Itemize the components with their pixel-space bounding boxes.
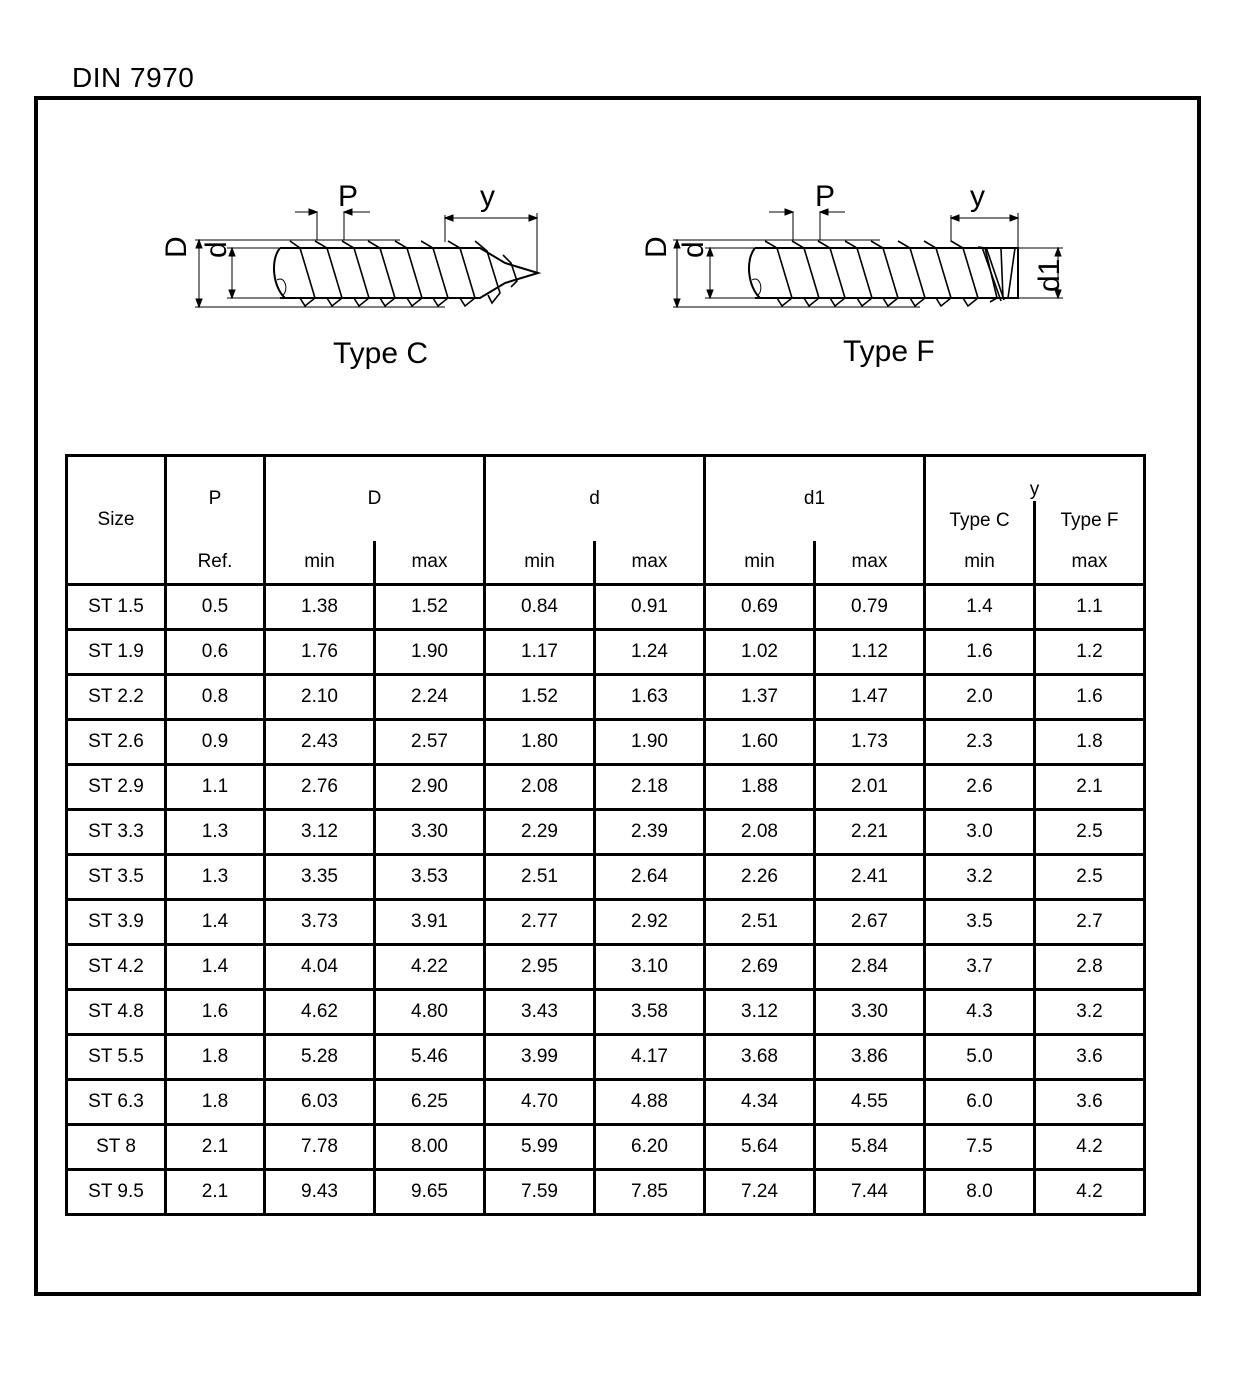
value-cell: 4.2 bbox=[1035, 1170, 1145, 1215]
header-D-max: max bbox=[375, 541, 485, 585]
header-d-min: min bbox=[485, 541, 595, 585]
value-cell: 7.44 bbox=[815, 1170, 925, 1215]
value-cell: 2.26 bbox=[705, 855, 815, 900]
value-cell: 0.9 bbox=[166, 720, 265, 765]
table-row bbox=[67, 810, 1145, 855]
value-cell: 1.47 bbox=[815, 675, 925, 720]
header-d1-min: min bbox=[705, 541, 815, 585]
table-row bbox=[67, 1035, 1145, 1080]
value-cell: 1.6 bbox=[925, 630, 1035, 675]
value-cell: 8.0 bbox=[925, 1170, 1035, 1215]
value-cell: 1.6 bbox=[166, 990, 265, 1035]
value-cell: 4.34 bbox=[705, 1080, 815, 1125]
value-cell: 4.2 bbox=[1035, 1125, 1145, 1170]
value-cell: 2.57 bbox=[375, 720, 485, 765]
value-cell: 2.7 bbox=[1035, 900, 1145, 945]
header-y-type-f: Type F bbox=[1035, 501, 1145, 541]
value-cell: 1.17 bbox=[485, 630, 595, 675]
size-cell: ST 3.5 bbox=[67, 855, 166, 900]
value-cell: 7.85 bbox=[595, 1170, 705, 1215]
value-cell: 2.08 bbox=[485, 765, 595, 810]
table-row bbox=[67, 1170, 1145, 1215]
value-cell: 2.51 bbox=[485, 855, 595, 900]
value-cell: 3.12 bbox=[265, 810, 375, 855]
value-cell: 3.73 bbox=[265, 900, 375, 945]
table-row bbox=[67, 630, 1145, 675]
value-cell: 2.95 bbox=[485, 945, 595, 990]
value-cell: 4.88 bbox=[595, 1080, 705, 1125]
value-cell: 1.3 bbox=[166, 855, 265, 900]
value-cell: 4.17 bbox=[595, 1035, 705, 1080]
value-cell: 1.4 bbox=[166, 945, 265, 990]
value-cell: 3.58 bbox=[595, 990, 705, 1035]
table-row bbox=[67, 765, 1145, 810]
value-cell: 2.10 bbox=[265, 675, 375, 720]
value-cell: 1.38 bbox=[265, 585, 375, 630]
size-cell: ST 4.8 bbox=[67, 990, 166, 1035]
value-cell: 0.6 bbox=[166, 630, 265, 675]
header-y-f-max: max bbox=[1035, 541, 1145, 585]
table-row bbox=[67, 675, 1145, 720]
document-title: DIN 7970 bbox=[72, 62, 195, 93]
value-cell: 1.52 bbox=[485, 675, 595, 720]
value-cell: 5.84 bbox=[815, 1125, 925, 1170]
dim-label-P-type-c: P bbox=[338, 180, 359, 213]
value-cell: 1.8 bbox=[1035, 720, 1145, 765]
dim-label-y-type-c: y bbox=[480, 180, 495, 213]
value-cell: 1.8 bbox=[166, 1035, 265, 1080]
size-cell: ST 4.2 bbox=[67, 945, 166, 990]
value-cell: 5.99 bbox=[485, 1125, 595, 1170]
value-cell: 3.53 bbox=[375, 855, 485, 900]
value-cell: 5.28 bbox=[265, 1035, 375, 1080]
size-cell: ST 2.2 bbox=[67, 675, 166, 720]
value-cell: 1.63 bbox=[595, 675, 705, 720]
value-cell: 2.41 bbox=[815, 855, 925, 900]
value-cell: 3.68 bbox=[705, 1035, 815, 1080]
value-cell: 2.29 bbox=[485, 810, 595, 855]
value-cell: 4.3 bbox=[925, 990, 1035, 1035]
value-cell: 0.69 bbox=[705, 585, 815, 630]
value-cell: 3.5 bbox=[925, 900, 1035, 945]
value-cell: 2.1 bbox=[166, 1125, 265, 1170]
value-cell: 2.3 bbox=[925, 720, 1035, 765]
value-cell: 2.24 bbox=[375, 675, 485, 720]
value-cell: 2.21 bbox=[815, 810, 925, 855]
table-row bbox=[67, 1080, 1145, 1125]
value-cell: 2.01 bbox=[815, 765, 925, 810]
dim-label-P-type-f: P bbox=[815, 180, 836, 213]
value-cell: 6.20 bbox=[595, 1125, 705, 1170]
dim-label-d1-type-f: d1 bbox=[1033, 258, 1066, 292]
value-cell: 2.6 bbox=[925, 765, 1035, 810]
value-cell: 8.00 bbox=[375, 1125, 485, 1170]
value-cell: 1.88 bbox=[705, 765, 815, 810]
value-cell: 2.51 bbox=[705, 900, 815, 945]
value-cell: 0.84 bbox=[485, 585, 595, 630]
value-cell: 3.30 bbox=[815, 990, 925, 1035]
value-cell: 5.0 bbox=[925, 1035, 1035, 1080]
value-cell: 6.25 bbox=[375, 1080, 485, 1125]
value-cell: 2.08 bbox=[705, 810, 815, 855]
value-cell: 3.12 bbox=[705, 990, 815, 1035]
size-cell: ST 8 bbox=[67, 1125, 166, 1170]
value-cell: 3.91 bbox=[375, 900, 485, 945]
value-cell: 3.6 bbox=[1035, 1080, 1145, 1125]
value-cell: 1.8 bbox=[166, 1080, 265, 1125]
value-cell: 3.7 bbox=[925, 945, 1035, 990]
diagram-label-type-c: Type C bbox=[333, 337, 429, 370]
size-cell: ST 1.9 bbox=[67, 630, 166, 675]
value-cell: 3.10 bbox=[595, 945, 705, 990]
header-d1-max: max bbox=[815, 541, 925, 585]
diagram-label-type-f: Type F bbox=[843, 335, 935, 368]
value-cell: 3.86 bbox=[815, 1035, 925, 1080]
value-cell: 6.03 bbox=[265, 1080, 375, 1125]
value-cell: 2.39 bbox=[595, 810, 705, 855]
value-cell: 2.92 bbox=[595, 900, 705, 945]
table-row bbox=[67, 900, 1145, 945]
value-cell: 3.30 bbox=[375, 810, 485, 855]
value-cell: 1.76 bbox=[265, 630, 375, 675]
size-cell: ST 3.9 bbox=[67, 900, 166, 945]
header-D-min: min bbox=[265, 541, 375, 585]
value-cell: 2.5 bbox=[1035, 810, 1145, 855]
value-cell: 4.70 bbox=[485, 1080, 595, 1125]
value-cell: 1.1 bbox=[1035, 585, 1145, 630]
header-y-type-c: Type C bbox=[925, 501, 1035, 541]
table-row bbox=[67, 1125, 1145, 1170]
value-cell: 2.69 bbox=[705, 945, 815, 990]
value-cell: 0.5 bbox=[166, 585, 265, 630]
value-cell: 1.73 bbox=[815, 720, 925, 765]
header-d: d bbox=[485, 456, 705, 542]
value-cell: 1.3 bbox=[166, 810, 265, 855]
value-cell: 3.2 bbox=[925, 855, 1035, 900]
header-size: Size bbox=[67, 456, 166, 585]
header-y: y bbox=[925, 456, 1145, 502]
value-cell: 1.02 bbox=[705, 630, 815, 675]
header-p: P bbox=[166, 456, 265, 542]
value-cell: 1.60 bbox=[705, 720, 815, 765]
value-cell: 1.1 bbox=[166, 765, 265, 810]
size-cell: ST 9.5 bbox=[67, 1170, 166, 1215]
value-cell: 2.77 bbox=[485, 900, 595, 945]
dim-label-y-type-f: y bbox=[970, 180, 985, 213]
value-cell: 1.37 bbox=[705, 675, 815, 720]
value-cell: 1.90 bbox=[595, 720, 705, 765]
dim-label-d-type-c: d bbox=[200, 241, 233, 258]
value-cell: 4.22 bbox=[375, 945, 485, 990]
size-cell: ST 3.3 bbox=[67, 810, 166, 855]
value-cell: 2.8 bbox=[1035, 945, 1145, 990]
value-cell: 9.43 bbox=[265, 1170, 375, 1215]
value-cell: 7.78 bbox=[265, 1125, 375, 1170]
table-row bbox=[67, 720, 1145, 765]
size-cell: ST 1.5 bbox=[67, 585, 166, 630]
value-cell: 2.0 bbox=[925, 675, 1035, 720]
value-cell: 1.12 bbox=[815, 630, 925, 675]
table-row bbox=[67, 945, 1145, 990]
value-cell: 3.2 bbox=[1035, 990, 1145, 1035]
header-p-ref: Ref. bbox=[166, 541, 265, 585]
value-cell: 2.76 bbox=[265, 765, 375, 810]
value-cell: 1.4 bbox=[925, 585, 1035, 630]
size-cell: ST 5.5 bbox=[67, 1035, 166, 1080]
value-cell: 0.79 bbox=[815, 585, 925, 630]
dim-label-D-type-c: D bbox=[160, 236, 193, 258]
dim-label-d-type-f: d bbox=[677, 241, 710, 258]
value-cell: 6.0 bbox=[925, 1080, 1035, 1125]
value-cell: 7.24 bbox=[705, 1170, 815, 1215]
value-cell: 5.64 bbox=[705, 1125, 815, 1170]
value-cell: 3.35 bbox=[265, 855, 375, 900]
value-cell: 2.5 bbox=[1035, 855, 1145, 900]
dimensions-table bbox=[65, 454, 1146, 1216]
value-cell: 3.43 bbox=[485, 990, 595, 1035]
header-y-c-min: min bbox=[925, 541, 1035, 585]
value-cell: 2.1 bbox=[166, 1170, 265, 1215]
table-row bbox=[67, 990, 1145, 1035]
value-cell: 0.91 bbox=[595, 585, 705, 630]
size-cell: ST 6.3 bbox=[67, 1080, 166, 1125]
header-d1: d1 bbox=[705, 456, 925, 542]
value-cell: 1.52 bbox=[375, 585, 485, 630]
value-cell: 4.04 bbox=[265, 945, 375, 990]
value-cell: 9.65 bbox=[375, 1170, 485, 1215]
header-d-max: max bbox=[595, 541, 705, 585]
value-cell: 2.1 bbox=[1035, 765, 1145, 810]
value-cell: 2.84 bbox=[815, 945, 925, 990]
table-row bbox=[67, 855, 1145, 900]
dim-label-D-type-f: D bbox=[640, 236, 673, 258]
value-cell: 4.55 bbox=[815, 1080, 925, 1125]
value-cell: 7.59 bbox=[485, 1170, 595, 1215]
value-cell: 1.4 bbox=[166, 900, 265, 945]
value-cell: 2.43 bbox=[265, 720, 375, 765]
value-cell: 3.6 bbox=[1035, 1035, 1145, 1080]
value-cell: 1.6 bbox=[1035, 675, 1145, 720]
value-cell: 1.90 bbox=[375, 630, 485, 675]
header-D: D bbox=[265, 456, 485, 542]
value-cell: 1.2 bbox=[1035, 630, 1145, 675]
table-row bbox=[67, 585, 1145, 630]
size-cell: ST 2.6 bbox=[67, 720, 166, 765]
value-cell: 7.5 bbox=[925, 1125, 1035, 1170]
value-cell: 1.24 bbox=[595, 630, 705, 675]
value-cell: 1.80 bbox=[485, 720, 595, 765]
diagram-type-f bbox=[635, 175, 1075, 385]
value-cell: 2.90 bbox=[375, 765, 485, 810]
value-cell: 2.18 bbox=[595, 765, 705, 810]
value-cell: 5.46 bbox=[375, 1035, 485, 1080]
value-cell: 3.0 bbox=[925, 810, 1035, 855]
value-cell: 3.99 bbox=[485, 1035, 595, 1080]
value-cell: 0.8 bbox=[166, 675, 265, 720]
size-cell: ST 2.9 bbox=[67, 765, 166, 810]
value-cell: 4.62 bbox=[265, 990, 375, 1035]
value-cell: 4.80 bbox=[375, 990, 485, 1035]
value-cell: 2.67 bbox=[815, 900, 925, 945]
value-cell: 2.64 bbox=[595, 855, 705, 900]
